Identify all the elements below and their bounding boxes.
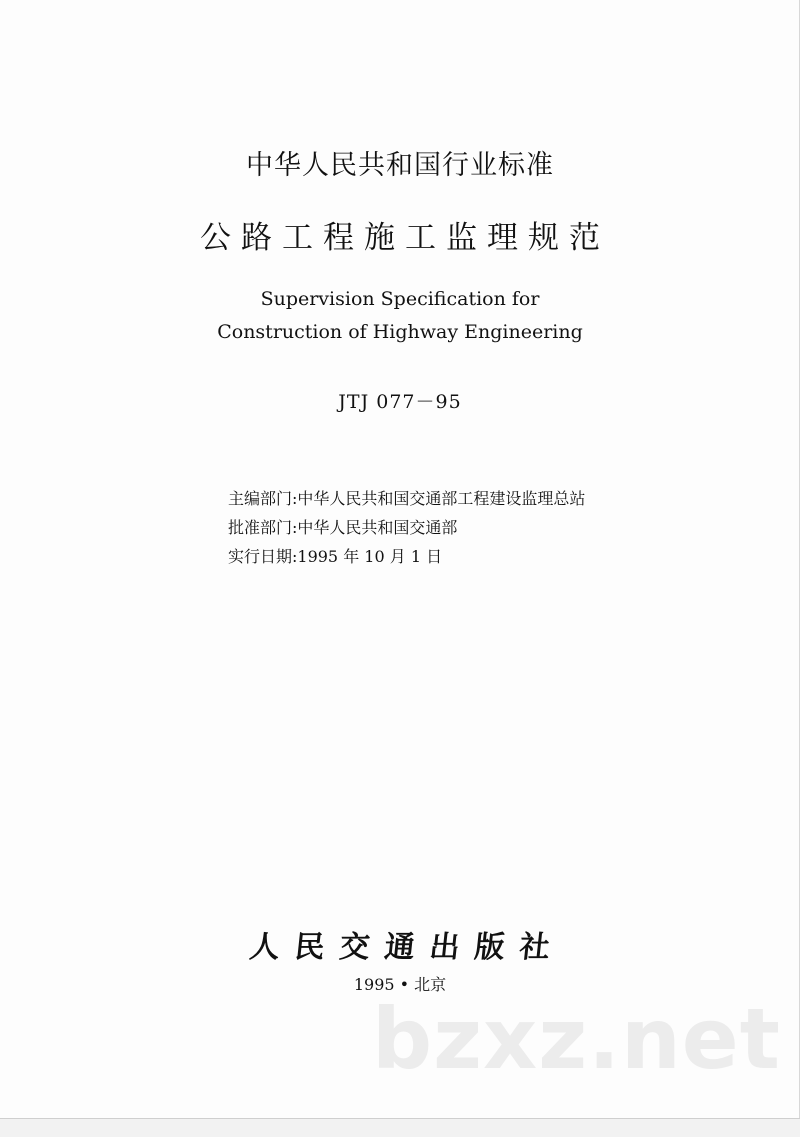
chinese-title: 公路工程施工监理规范 xyxy=(200,220,610,256)
publish-year-place: 1995 • 北京 xyxy=(353,975,447,994)
standard-series-heading: 中华人民共和国行业标准 xyxy=(246,150,554,181)
site-watermark: bzxz.net xyxy=(372,990,781,1088)
english-title-line-2: Construction of Highway Engineering xyxy=(217,321,583,343)
approver-department: 批准部门:中华人民共和国交通部 xyxy=(228,518,458,537)
page-edge-bottom xyxy=(0,1118,800,1137)
editor-department: 主编部门:中华人民共和国交通部工程建设监理总站 xyxy=(228,489,586,508)
standard-code: JTJ 077－95 xyxy=(338,391,462,413)
english-title-line-1: Supervision Specification for xyxy=(260,288,540,310)
effective-date: 实行日期:1995 年 10 月 1 日 xyxy=(228,547,443,566)
publisher-name: 人民交通出版社 xyxy=(247,930,567,965)
